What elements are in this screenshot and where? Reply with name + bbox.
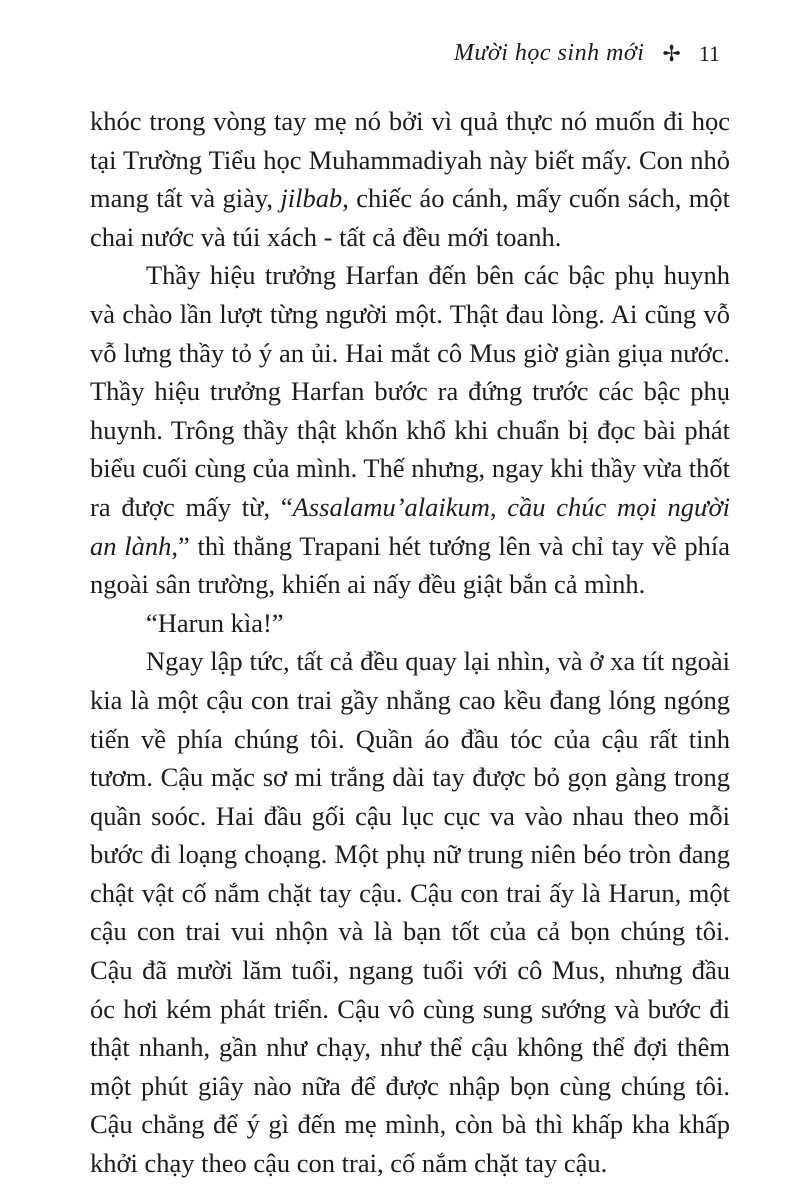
paragraph-continuation xyxy=(90,102,730,256)
paragraph: Ngay lập tức, tất cả đều quay lại nhìn, và ở xa tít ngoài kia là một cậu con trai gầy nhẳng cao kều đang lóng ngóng tiến về phía chúng tôi. Quần áo đầu tóc của cậu rất tinh tươm. Cậu mặc sơ mi trắng dài tay được bỏ gọn gàng trong quần soóc. Hai đầu gối cậu lục cục va vào nhau theo mỗi bước đi loạng choạng. Một phụ nữ trung niên béo tròn đang chật vật cố nắm chặt tay cậu. Cậu con trai ấy là Harun, một cậu con trai vui nhộn và là bạn tốt của cả bọn chúng tôi. Cậu đã mười lăm tuổi, ngang tuổi với cô Mus, nhưng đầu óc hơi kém phát triển. Cậu vô cùng sung sướng và bước đi thật nhanh, gần như chạy, như thể cậu không thể đợi thêm một phút giây nào nữa để được nhập bọn cùng chúng tôi. Cậu chẳng để ý gì đến mẹ mình, còn bà thì khấp kha khấp khởi chạy theo cậu con trai, cố nắm chặt tay cậu. xyxy=(90,646,730,1179)
page-number: 11 xyxy=(698,40,720,66)
running-header xyxy=(454,40,720,67)
italic-quote: Assalamu’alaikum, cầu chúc mọi người an lành, xyxy=(90,491,730,561)
dialogue-line: “Harun kìa!” xyxy=(146,607,284,638)
paragraph-text: Thầy hiệu trưởng Harfan đến bên các bậc phụ huynh và chào lần lượt từng người một. Thật đau lòng. Ai cũng vỗ vỗ lưng thầy tỏ ý an ủi. Hai mắt cô Mus giờ giàn giụa nước. Thầy hiệu trưởng Harfan bước ra đứng trước các bậc phụ huynh. Trông thầy thật khốn khổ khi chuẩn bị đọc bài phát biểu cuối cùng của mình. Thế nhưng, ngay khi thầy vừa thốt ra được mấy từ, “ xyxy=(90,260,730,522)
italic-term: jilbab xyxy=(280,183,343,214)
paragraph-text: , chiếc áo cánh, mấy cuốn sách, một chai nước và túi xách - tất cả đều mới toanh. xyxy=(90,183,730,252)
body-text xyxy=(90,102,730,1183)
paragraph xyxy=(90,256,730,603)
paragraph-text: ” thì thằng Trapani hét tướng lên và chỉ tay về phía ngoài sân trường, khiến ai nấy đều giật bắn cả mình. xyxy=(90,530,730,600)
ornament-icon: ✢ xyxy=(662,40,681,66)
chapter-title: Mười học sinh mới xyxy=(453,40,645,66)
paragraph-text: khóc trong vòng tay mẹ nó bởi vì quả thực nó muốn đi học tại Trường Tiểu học Muhammadiyah này biết mấy. Con nhỏ mang tất và giày, xyxy=(90,106,730,214)
